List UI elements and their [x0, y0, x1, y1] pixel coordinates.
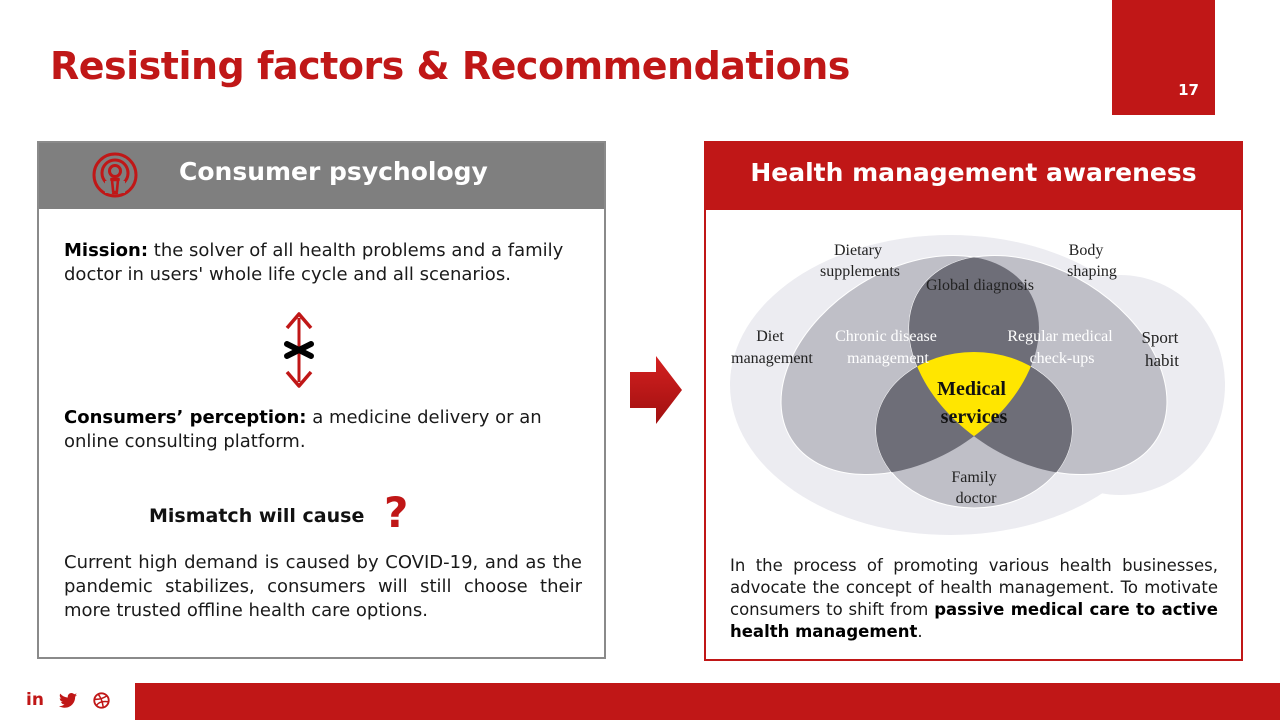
- footer-bar: [135, 683, 1280, 720]
- dribbble-ball-icon: [93, 692, 110, 709]
- right-arrow-icon: [630, 356, 682, 424]
- current-demand-paragraph: Current high demand is caused by COVID-19, and as the pandemic stabilizes, consumers will still choose their more trusted offline health care options.: [64, 552, 582, 621]
- consumer-psychology-title: Consumer psychology: [179, 157, 488, 186]
- label-sport-habit: Sport habit: [1141, 328, 1179, 370]
- page-number-tab: [1112, 0, 1215, 115]
- label-diet-management: Diet management: [731, 328, 813, 367]
- mission-paragraph: [64, 239, 584, 287]
- perception-paragraph: [64, 406, 584, 454]
- consumer-psychology-header: [39, 143, 604, 209]
- perception-text: a medicine delivery or an online consulting platform.: [64, 407, 542, 452]
- label-regular-checkups: Regular medical check-ups: [1007, 328, 1113, 367]
- mission-label: Mission:: [64, 240, 149, 261]
- linkedin-icon[interactable]: in: [26, 690, 44, 710]
- twitter-icon[interactable]: [56, 688, 80, 712]
- health-management-title: Health management awareness: [750, 158, 1197, 187]
- health-management-panel: [704, 141, 1243, 661]
- slide-title: Resisting factors & Recommendations: [50, 44, 850, 88]
- double-arrow-cross-icon: [281, 310, 317, 390]
- label-dietary-supplements: Dietary supplements: [820, 242, 900, 280]
- health-management-paragraph: [730, 555, 1218, 643]
- label-body-shaping: Body shaping: [1067, 242, 1117, 280]
- question-mark-icon: ?: [384, 488, 409, 537]
- podcast-icon: [91, 151, 139, 199]
- body-end: .: [917, 622, 923, 641]
- page-number: 17: [1178, 81, 1199, 99]
- mismatch-label: Mismatch will cause: [149, 505, 365, 527]
- label-family-doctor: Family doctor: [951, 469, 997, 507]
- twitter-bird-icon: [59, 693, 77, 708]
- dribbble-icon[interactable]: [90, 688, 112, 712]
- label-medical-services: Medical services: [937, 378, 1008, 428]
- body-bold-text: passive medical care to active health management: [730, 600, 1218, 641]
- body-text: In the process of promoting various health businesses, advocate the concept of health management. To motivate consumers to shift from: [730, 556, 1218, 619]
- health-venn-diagram: [720, 215, 1226, 547]
- consumer-psychology-panel: [37, 141, 606, 659]
- perception-label: Consumers’ perception:: [64, 407, 307, 428]
- label-global-diagnosis: Global diagnosis: [926, 277, 1034, 294]
- mission-text: the solver of all health problems and a family doctor in users' whole life cycle and all scenarios.: [64, 240, 564, 285]
- health-management-header: [706, 143, 1241, 210]
- label-chronic-disease: Chronic disease management: [835, 328, 937, 367]
